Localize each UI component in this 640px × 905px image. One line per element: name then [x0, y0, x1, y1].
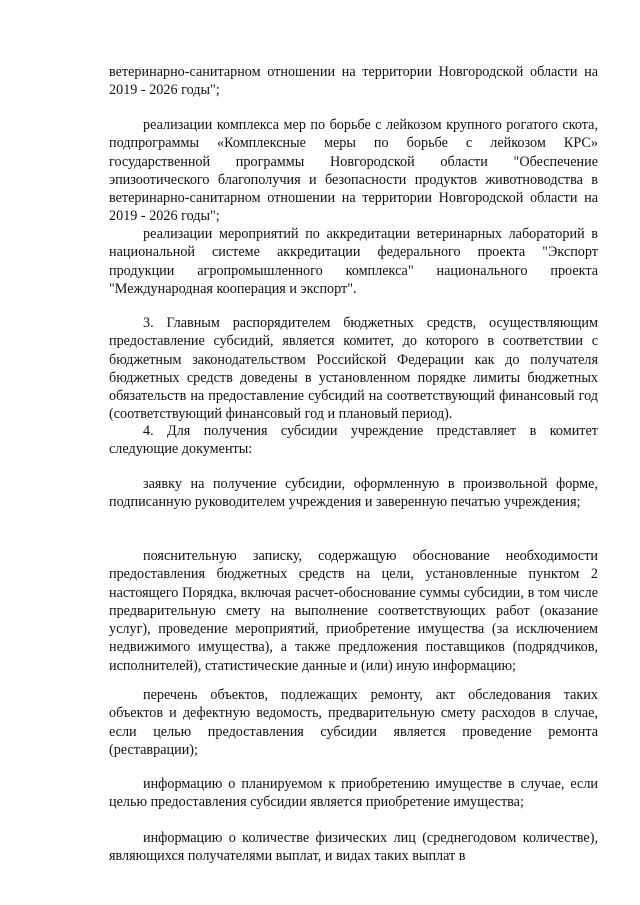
paragraph-repair-objects: перечень объектов, подлежащих ремонту, акт обследования таких объектов и дефектную ведомость, предварительную смету расходов в случае, если целью предоставления субсидии является проведение ремонта (реставрации);	[109, 687, 598, 758]
paragraph-item-4: 4. Для получения субсидии учреждение представляет в комитет следующие документы:	[109, 423, 598, 458]
paragraph-item-3: 3. Главным распорядителем бюджетных средств, осуществляющим предоставление субсидий, является комитет, до которого в соответствии с бюджетным законодательством Российской Федерации как до получателя бюджетных средств доведены в установленном порядке лимиты бюджетных обязательств на предоставление субсидий на соответствующий финансовый год (соответствующий финансовый год и плановый период).	[109, 315, 598, 423]
paragraph-lab-accreditation: реализации мероприятий по аккредитации ветеринарных лабораторий в национальной системе аккредитации федерального проекта "Экспорт продукции агропромышленного комплекса" национального проекта "Международная кооперация и экспорт".	[109, 226, 598, 297]
paragraph-leukosis-program: реализации комплекса мер по борьбе с лейкозом крупного рогатого скота, подпрограммы «Комплексные меры по борьбе с лейкозом КРС» государственной программы Новгородской области "Обеспечение эпизоотического благополучия и безопасности продуктов животноводства в ветеринарно-санитарном отношении на территории Новгородской области на 2019 - 2026 годы";	[109, 117, 598, 225]
paragraph-individuals-info: информацию о количестве физических лиц (среднегодовом количестве), являющихся получателями выплат, и видах таких выплат в	[109, 830, 598, 865]
paragraph-property-info: информацию о планируемом к приобретению имуществе в случае, если целью предоставления субсидии является приобретение имущества;	[109, 776, 598, 811]
paragraph-explanatory-note: пояснительную записку, содержащую обоснование необходимости предоставления бюджетных средств на цели, установленные пунктом 2 настоящего Порядка, включая расчет-обоснование суммы субсидии, в том числе предварительную смету на выполнение соответствующих работ (оказание услуг), проведение мероприятий, приобретение имущества (за исключением недвижимого имущества), а также предложения поставщиков (подрядчиков, исполнителей), статистические данные и (или) иную информацию;	[109, 548, 598, 674]
paragraph-1-continuation: ветеринарно-санитарном отношении на территории Новгородской области на 2019 - 2026 годы";	[109, 64, 598, 99]
paragraph-application: заявку на получение субсидии, оформленную в произвольной форме, подписанную руководителем учреждения и заверенную печатью учреждения;	[109, 476, 598, 511]
